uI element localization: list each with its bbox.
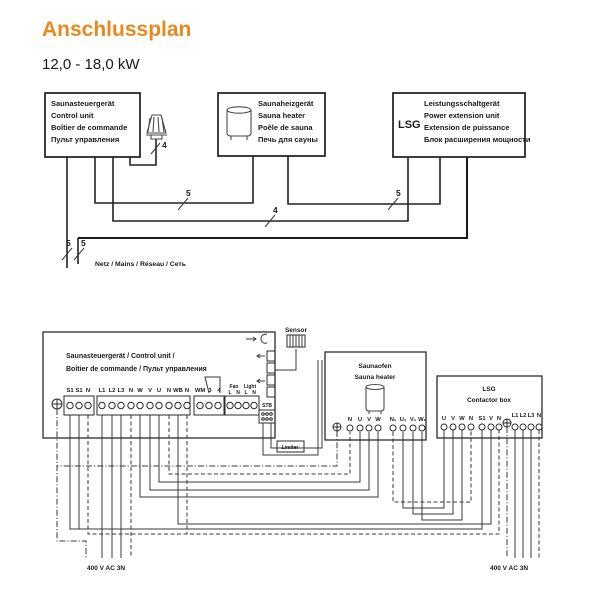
wire-label-mains-a: 5: [66, 238, 71, 248]
lsg-term-l1: L1: [511, 413, 519, 419]
fan-term-l: L: [228, 390, 232, 396]
htr-term-w: W: [375, 417, 381, 423]
ctrl-term-w: W: [137, 388, 143, 394]
htr-term-u1: U₁: [399, 417, 407, 423]
wire-label-ctrl-lsg: 4: [273, 205, 278, 215]
overview-heater-box: [218, 93, 325, 156]
heater-label-de: Saunaheizgerät: [258, 99, 314, 108]
heater-label-fr: Poêle de sauna: [258, 123, 313, 132]
mains-caption: Netz / Mains / Réseau / Сеть: [95, 261, 186, 268]
ctrl-term-s1b: S1: [75, 388, 83, 394]
stb-label: STB: [262, 403, 272, 409]
control-unit-label-de: Saunasteuergerät: [51, 99, 115, 108]
control-unit-label-en: Control unit: [51, 111, 94, 120]
heater-label-ru: Печь для сауны: [258, 135, 318, 144]
limiter-label: Limiter: [281, 445, 299, 451]
lsg-abbr: LSG: [398, 119, 421, 131]
earth-symbol-control: [52, 399, 62, 409]
htr-term-w1: W₁: [418, 417, 426, 423]
stb-block: [259, 403, 275, 423]
ctrl-term-l1: L1: [98, 388, 106, 394]
sensor-label: Sensor: [284, 327, 308, 334]
ctrl-term-wb: WB: [173, 388, 183, 394]
board-connector-column: [257, 351, 275, 397]
ctrl-term-l3: L3: [117, 388, 125, 394]
lsg-term-l2: L2: [519, 413, 527, 419]
heater-name-de: Saunaofen: [358, 363, 392, 370]
lsg-label-de: Leistungsschaltgerät: [424, 99, 500, 108]
overview-diagram: [45, 93, 531, 268]
htr-term-n: N: [347, 417, 353, 423]
sensor-block: [285, 327, 308, 347]
lsg-term-n: N: [468, 416, 474, 422]
overview-lsg-box: [393, 93, 531, 157]
htr-term-v1: V₁: [409, 417, 417, 423]
lsg-term-n3: N: [536, 413, 542, 419]
detail-control-title-2: Boîtier de commande / Пульт управления: [66, 366, 207, 373]
lsg-name-sub: Contactor box: [466, 397, 512, 404]
light-term-n: N: [252, 390, 256, 396]
ctrl-term-v: V: [148, 388, 152, 394]
detail-wires: [57, 349, 542, 558]
ctrl-term-n3: N: [166, 388, 172, 394]
lsg-term-v2: V: [489, 416, 493, 422]
wire-label-heater-lsg: 5: [396, 188, 401, 198]
overview-control-unit-box: [45, 93, 140, 157]
power-range: 12,0 - 18,0 kW: [42, 56, 140, 73]
detail-heater-box: [325, 352, 427, 440]
htr-term-u: U: [357, 417, 363, 423]
ctrl-term-n2: N: [128, 388, 134, 394]
lsg-term-w: W: [459, 416, 465, 422]
lsg-term-s1: S1: [478, 416, 486, 422]
earth-symbol-lsg: [503, 419, 511, 427]
htr-term-v: V: [367, 417, 371, 423]
overview-wires: [62, 139, 467, 268]
wire-label-lamp: 4: [162, 140, 167, 150]
lsg-term-v: V: [451, 416, 455, 422]
earth-symbol-heater: [333, 423, 341, 431]
fan-label: Fan: [229, 384, 239, 390]
mains-left-label: 400 V AC 3N: [87, 565, 126, 572]
htr-term-n1: N₁: [389, 417, 397, 423]
ctrl-term-4: 4: [217, 388, 221, 394]
mains-right-label: 400 V AC 3N: [490, 565, 529, 572]
heater-label-en: Sauna heater: [258, 111, 306, 120]
light-term-l: L: [244, 390, 248, 396]
heater-icon: [366, 385, 384, 415]
lsg-term-n2: N: [496, 416, 502, 422]
control-unit-label-ru: Пульт управления: [51, 135, 120, 144]
ctrl-term-l2: L2: [108, 388, 116, 394]
light-label: Light: [243, 384, 257, 390]
ctrl-term-s1a: S1: [66, 388, 74, 394]
lsg-term-l3: L3: [527, 413, 535, 419]
ctrl-term-wm: WM: [194, 388, 206, 394]
lsg-label-fr: Extension de puissance: [424, 123, 510, 132]
lamp-output-icon: [246, 334, 267, 343]
lsg-label-en: Power extension unit: [424, 111, 500, 120]
ctrl-term-3: 3: [208, 388, 212, 394]
page-title: Anschlussplan: [42, 18, 192, 41]
detail-control-title-1: Saunasteuergerät / Control unit /: [66, 353, 175, 360]
limiter-block: [277, 441, 304, 452]
ctrl-term-n1: N: [85, 388, 91, 394]
lsg-name: LSG: [482, 386, 496, 393]
lsg-term-u: U: [441, 416, 447, 422]
lamp-icon: [146, 115, 167, 139]
ctrl-term-n4: N: [184, 388, 190, 394]
lsg-label-ru: Блок расширения мощности: [424, 135, 531, 144]
fan-term-n: N: [236, 390, 240, 396]
detail-lsg-box: [437, 376, 542, 438]
heater-name-en: Sauna heater: [354, 374, 396, 381]
ctrl-term-u: U: [156, 388, 162, 394]
control-unit-label-fr: Boîtier de commande: [51, 123, 128, 132]
wire-label-ctrl-heater: 5: [186, 188, 191, 198]
detail-diagram: [43, 327, 542, 572]
wire-label-mains-b: 5: [81, 238, 86, 248]
